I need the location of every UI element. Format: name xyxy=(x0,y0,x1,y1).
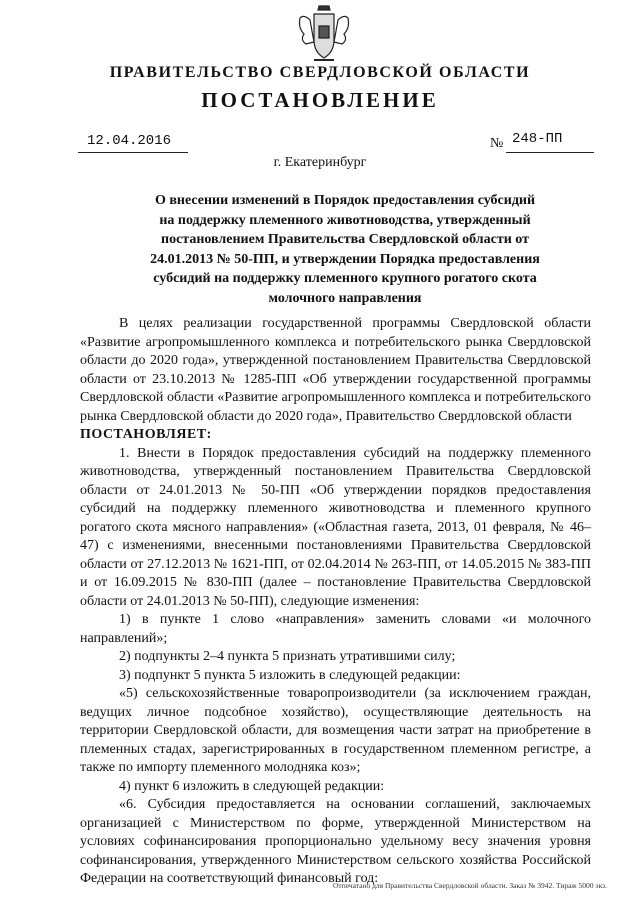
number-sign: № xyxy=(490,136,504,151)
date-underline xyxy=(78,152,188,153)
paragraph: 1. Внести в Порядок предоставления субсидий на поддержку племенного животноводства, утвержденный постановлением Правительства Свердловской области от 24.01.2013 № 50-ПП «Об утверждении порядков предоставления субсидий на поддержку племенного животноводства и племенного крупного рогатого скота мясного направления» («Областная газета, 2013, 01 февраля, № 46–47) с изменениями, внесенными постановлениями Правительства Свердловской области от 27.12.2013 № 1621-ПП, от 02.04.2014 № 263-ПП, от 14.05.2015 № 383-ПП и от 16.09.2015 № 830-ПП (далее – постановление Правительства Свердловской области от 24.01.2013 № 50-ПП), следующие изменения: xyxy=(80,445,591,609)
paragraph: 2) подпункты 2–4 пункта 5 признать утратившими силу; xyxy=(119,649,456,664)
document-type-heading: ПОСТАНОВЛЕНИЕ xyxy=(201,88,439,112)
print-footer: Отпечатано для Правительства Свердловской области. Заказ № 3942. Тираж 5000 экз. xyxy=(333,881,607,890)
paragraph: 1) в пункте 1 слово «направления» заменить словами «и молочного направлений»; xyxy=(80,612,591,646)
paragraph: «6. Субсидия предоставляется на основании соглашений, заключаемых организацией с Министерством по форме, утвержденной Министерством на условиях софинансирования пропорционально удельному весу значения уровня софинансирования, утвержденного Министерством сельского хозяйства Российской Федерации на соответствующий финансовый год: xyxy=(80,797,591,886)
document-body xyxy=(80,315,591,889)
document-title: О внесении изменений в Порядок предоставления субсидий на поддержку племенного животноводства, утвержденный постановлением Правительства Свердловской области от 24.01.2013 № 50-ПП, и утверждении Порядка предоставления субсидий на поддержку племенного крупного рогатого скота молочного направления xyxy=(150,193,540,306)
paragraph: 4) пункт 6 изложить в следующей редакции: xyxy=(119,778,385,794)
document-number: 248-ПП xyxy=(512,131,563,147)
paragraph: В целях реализации государственной программы Свердловской области «Развитие агропромышленного комплекса и потребительского рынка Свердловской области до 2020 года», утвержденной постановлением Правительства Свердловской области от 23.10.2013 № 1285-ПП «Об утверждении государственной программы Свердловской области «Развитие агропромышленного комплекса и потребительского рынка Свердловской области до 2020 года», Правительство Свердловской области xyxy=(80,316,591,424)
resolves-heading: ПОСТАНОВЛЯЕТ: xyxy=(80,427,212,442)
number-underline xyxy=(506,152,594,153)
paragraph: 3) подпункт 5 пункта 5 изложить в следующей редакции: xyxy=(119,667,461,683)
city-name: г. Екатеринбург xyxy=(273,155,367,170)
government-heading: ПРАВИТЕЛЬСТВО СВЕРДЛОВСКОЙ ОБЛАСТИ xyxy=(109,64,531,81)
coat-of-arms-emblem xyxy=(296,4,352,64)
document-date: 12.04.2016 xyxy=(87,133,172,149)
paragraph: «5) сельскохозяйственные товаропроизводители (за исключением граждан, ведущих личное подсобное хозяйство), осуществляющие деятельность на территории Свердловской области, для возмещения части затрат на приобретение в племенных стадах, зарегистрированных в государственном племенном регистре, а также по импорту племенного молодняка коз»; xyxy=(80,686,591,775)
